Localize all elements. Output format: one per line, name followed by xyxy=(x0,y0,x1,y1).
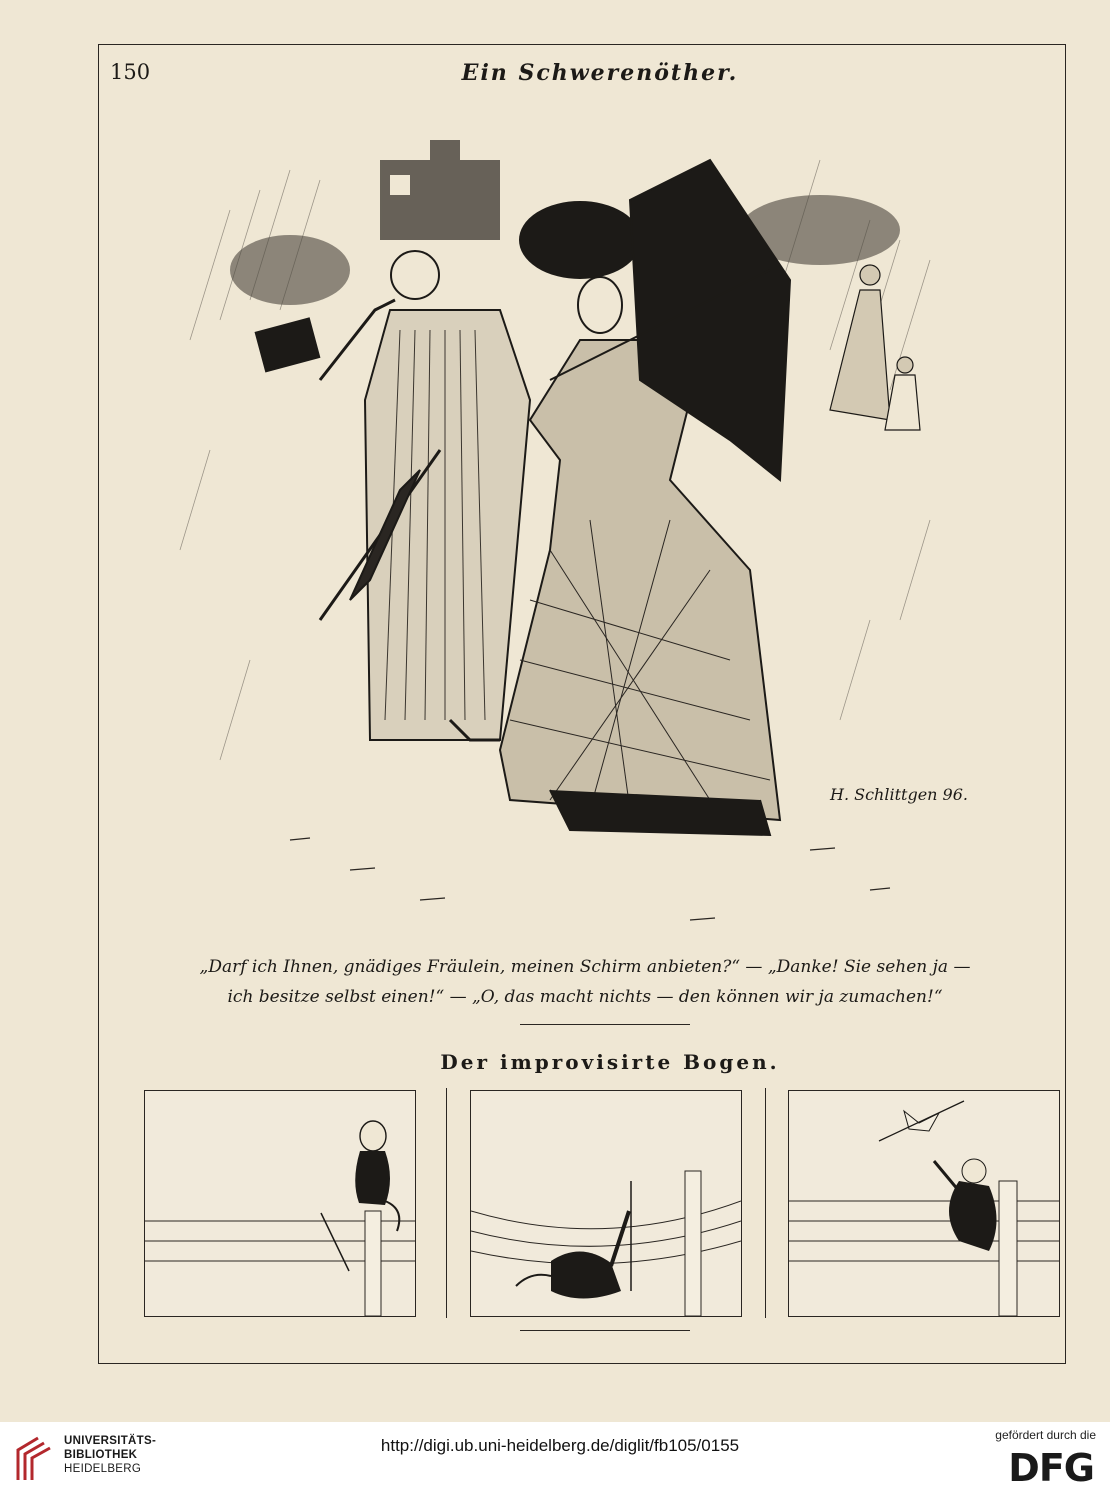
caption-line-1: „Darf ich Ihnen, gnädiges Fräulein, meinen Schirm anbieten?“ — „Danke! Sie sehen ja — xyxy=(199,957,971,977)
monkey-bird-arrow-drawing xyxy=(789,1091,1059,1316)
library-name-line-2: BIBLIOTHEK xyxy=(64,1449,138,1461)
comic-panel-2 xyxy=(470,1090,742,1317)
running-title: Ein Schwerenöther. xyxy=(461,60,739,86)
library-name xyxy=(64,1434,156,1476)
rain-scene-drawing xyxy=(170,100,970,950)
funding-text: gefördert durch die xyxy=(995,1428,1096,1442)
comic-panel-3 xyxy=(788,1090,1060,1317)
library-logo-icon xyxy=(14,1430,60,1486)
caption-line-2: ich besitze selbst einen!“ — „O, das macht nichts — den können wir ja zumachen!“ xyxy=(227,987,943,1007)
monkey-pulling-wire-drawing xyxy=(471,1091,741,1316)
woman-figure xyxy=(500,160,790,835)
section-title: Der improvisirte Bogen. xyxy=(440,1050,780,1074)
artist-signature: H. Schlittgen 96. xyxy=(830,785,968,804)
cartoon-caption xyxy=(170,952,1000,1012)
dfg-logo: DFG xyxy=(1008,1446,1094,1490)
permalink-url[interactable]: http://digi.ub.uni-heidelberg.de/diglit/fb105/0155 xyxy=(380,1436,740,1455)
castle-silhouette xyxy=(380,140,500,240)
background-figures xyxy=(830,265,920,430)
page-number: 150 xyxy=(110,60,151,84)
section-divider-bottom xyxy=(520,1330,690,1331)
section-divider-top xyxy=(520,1024,690,1025)
footer-bar xyxy=(0,1422,1110,1494)
main-illustration xyxy=(170,100,970,950)
comic-panel-1 xyxy=(144,1090,416,1317)
monkey-on-post-drawing xyxy=(145,1091,415,1316)
library-name-line-1: UNIVERSITÄTS- xyxy=(64,1435,157,1447)
panel-gutter-1 xyxy=(446,1088,447,1318)
man-figure xyxy=(256,251,530,740)
library-name-line-3: HEIDELBERG xyxy=(64,1463,142,1475)
panel-gutter-2 xyxy=(765,1088,766,1318)
